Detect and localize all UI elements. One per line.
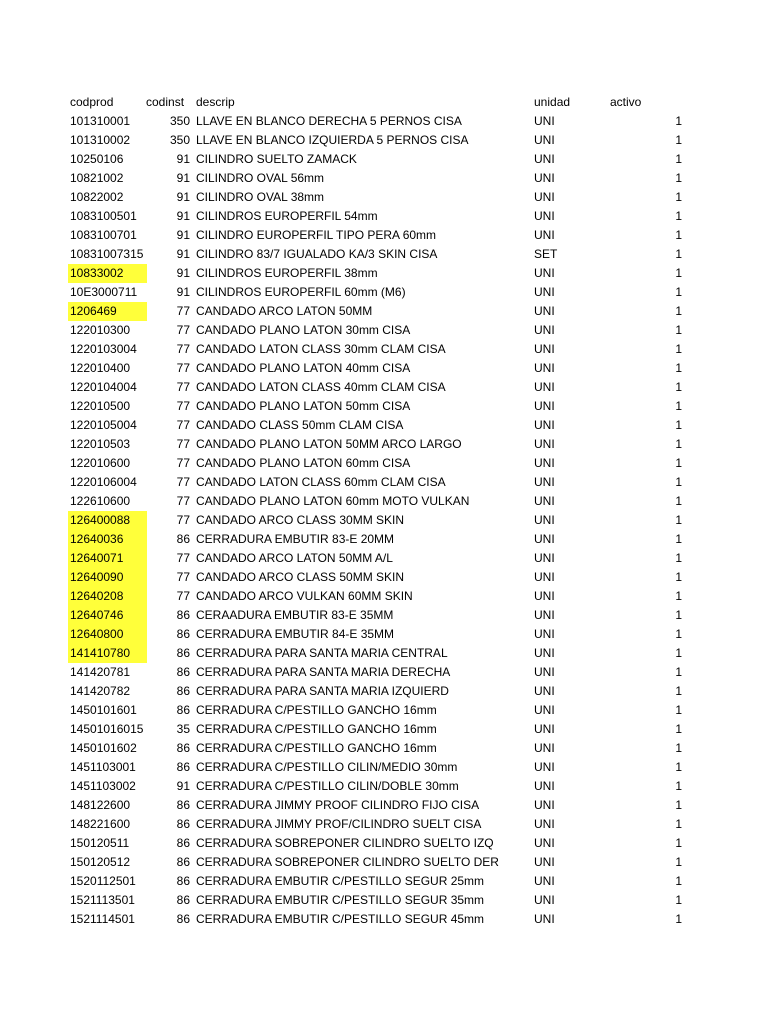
table-row [68, 473, 688, 492]
cell-codinst: 91 [176, 285, 190, 299]
cell-codinst: 77 [176, 304, 190, 318]
table-row [68, 777, 688, 796]
table-row [68, 815, 688, 834]
cell-activo: 1 [675, 798, 682, 812]
header-codinst: codinst [146, 95, 185, 109]
cell-codprod: 122010503 [70, 437, 131, 451]
cell-unidad: UNI [534, 798, 555, 812]
cell-descrip: CERRADURA EMBUTIR C/PESTILLO SEGUR 25mm [196, 874, 485, 888]
cell-unidad: UNI [534, 133, 555, 147]
cell-codinst: 86 [176, 684, 190, 698]
cell-codinst: 77 [176, 399, 190, 413]
cell-activo: 1 [675, 475, 682, 489]
table-row [68, 378, 688, 397]
cell-codinst: 77 [176, 456, 190, 470]
cell-codinst: 86 [176, 532, 190, 546]
cell-codinst: 77 [176, 551, 190, 565]
cell-activo: 1 [675, 133, 682, 147]
cell-descrip: CERRADURA EMBUTIR 83-E 20MM [196, 532, 395, 546]
cell-descrip: CANDADO PLANO LATON 60mm CISA [196, 456, 411, 470]
cell-activo: 1 [675, 703, 682, 717]
cell-codprod: 148221600 [70, 817, 131, 831]
cell-codprod: 150120512 [70, 855, 131, 869]
cell-activo: 1 [675, 912, 682, 926]
cell-descrip: CANDADO PLANO LATON 50MM ARCO LARGO [196, 437, 462, 451]
cell-unidad: UNI [534, 399, 555, 413]
cell-descrip: CILINDROS EUROPERFIL 54mm [196, 209, 378, 223]
cell-codprod: 1450101601 [70, 703, 137, 717]
cell-activo: 1 [675, 684, 682, 698]
cell-unidad: UNI [534, 342, 555, 356]
cell-unidad: UNI [534, 418, 555, 432]
cell-activo: 1 [675, 589, 682, 603]
cell-codprod: 148122600 [70, 798, 131, 812]
cell-descrip: CANDADO PLANO LATON 60mm MOTO VULKAN [196, 494, 470, 508]
cell-activo: 1 [675, 171, 682, 185]
cell-codprod: 14501016015 [70, 722, 144, 736]
cell-codinst: 86 [176, 893, 190, 907]
cell-unidad: UNI [534, 627, 555, 641]
header-codprod: codprod [70, 95, 114, 109]
cell-codprod: 12640071 [68, 549, 147, 568]
cell-descrip: CERRADURA PARA SANTA MARIA IZQUIERD [196, 684, 449, 698]
cell-descrip: CILINDRO 83/7 IGUALADO KA/3 SKIN CISA [196, 247, 438, 261]
cell-activo: 1 [675, 323, 682, 337]
cell-descrip: CANDADO LATON CLASS 40mm CLAM CISA [196, 380, 446, 394]
cell-codprod: 122010400 [70, 361, 131, 375]
cell-codinst: 77 [176, 475, 190, 489]
cell-codinst: 91 [176, 190, 190, 204]
cell-codprod: 12640746 [68, 606, 147, 625]
cell-unidad: UNI [534, 532, 555, 546]
table-row [68, 264, 688, 283]
table-row [68, 188, 688, 207]
cell-codprod: 141420781 [70, 665, 131, 679]
cell-unidad: UNI [534, 741, 555, 755]
cell-activo: 1 [675, 209, 682, 223]
cell-codinst: 91 [176, 171, 190, 185]
cell-unidad: UNI [534, 456, 555, 470]
cell-unidad: UNI [534, 171, 555, 185]
cell-descrip: CILINDRO OVAL 38mm [196, 190, 325, 204]
table-row [68, 568, 688, 587]
cell-descrip: CANDADO PLANO LATON 40mm CISA [196, 361, 411, 375]
cell-activo: 1 [675, 456, 682, 470]
cell-unidad: UNI [534, 494, 555, 508]
header-unidad: unidad [534, 95, 571, 109]
cell-codinst: 77 [176, 437, 190, 451]
table-row [68, 663, 688, 682]
cell-codprod: 122610600 [70, 494, 131, 508]
cell-activo: 1 [675, 361, 682, 375]
cell-unidad: UNI [534, 665, 555, 679]
cell-unidad: UNI [534, 779, 555, 793]
cell-unidad: UNI [534, 703, 555, 717]
cell-unidad: UNI [534, 380, 555, 394]
cell-codprod: 101310002 [70, 133, 131, 147]
cell-activo: 1 [675, 266, 682, 280]
cell-codinst: 77 [176, 342, 190, 356]
cell-descrip: CANDADO CLASS 50mm CLAM CISA [196, 418, 404, 432]
header-row [68, 93, 688, 112]
cell-unidad: UNI [534, 855, 555, 869]
cell-descrip: CERRADURA EMBUTIR C/PESTILLO SEGUR 35mm [196, 893, 485, 907]
cell-codprod: 1521113501 [70, 893, 135, 907]
cell-codinst: 91 [176, 228, 190, 242]
table-row [68, 321, 688, 340]
cell-descrip: CERAADURA EMBUTIR 83-E 35MM [196, 608, 394, 622]
table-row [68, 226, 688, 245]
cell-unidad: UNI [534, 114, 555, 128]
table-row [68, 587, 688, 606]
table-row [68, 910, 688, 929]
cell-activo: 1 [675, 893, 682, 907]
cell-activo: 1 [675, 437, 682, 451]
cell-activo: 1 [675, 722, 682, 736]
cell-codprod: 12640800 [68, 625, 147, 644]
cell-codinst: 86 [176, 836, 190, 850]
cell-unidad: UNI [534, 874, 555, 888]
cell-unidad: UNI [534, 589, 555, 603]
cell-descrip: CERRADURA EMBUTIR C/PESTILLO SEGUR 45mm [196, 912, 485, 926]
cell-codinst: 86 [176, 646, 190, 660]
table-row [68, 834, 688, 853]
table-row [68, 853, 688, 872]
table-row [68, 131, 688, 150]
cell-descrip: CERRADURA C/PESTILLO GANCHO 16mm [196, 703, 437, 717]
table-row [68, 530, 688, 549]
cell-unidad: UNI [534, 228, 555, 242]
cell-codinst: 91 [176, 152, 190, 166]
cell-activo: 1 [675, 228, 682, 242]
cell-codinst: 86 [176, 627, 190, 641]
table-row [68, 758, 688, 777]
table-row [68, 416, 688, 435]
cell-descrip: CANDADO ARCO CLASS 50MM SKIN [196, 570, 405, 584]
cell-codprod: 12640208 [68, 587, 147, 606]
table-row [68, 625, 688, 644]
cell-codprod: 1220103004 [70, 342, 137, 356]
cell-codprod: 1083100701 [70, 228, 137, 242]
cell-codinst: 86 [176, 760, 190, 774]
cell-codprod: 1521114501 [70, 912, 135, 926]
cell-activo: 1 [675, 665, 682, 679]
cell-unidad: UNI [534, 646, 555, 660]
cell-codinst: 91 [176, 266, 190, 280]
cell-codinst: 86 [176, 703, 190, 717]
cell-descrip: CANDADO ARCO LATON 50MM [196, 304, 373, 318]
cell-codprod: 1450101602 [70, 741, 137, 755]
cell-codprod: 10250106 [70, 152, 124, 166]
cell-activo: 1 [675, 304, 682, 318]
cell-descrip: CANDADO ARCO LATON 50MM A/L [196, 551, 393, 565]
cell-unidad: UNI [534, 760, 555, 774]
cell-unidad: UNI [534, 266, 555, 280]
cell-descrip: CERRADURA C/PESTILLO GANCHO 16mm [196, 722, 437, 736]
cell-unidad: UNI [534, 551, 555, 565]
cell-codinst: 86 [176, 608, 190, 622]
table-row [68, 872, 688, 891]
cell-codprod: 1220104004 [70, 380, 137, 394]
cell-codinst: 350 [169, 133, 190, 147]
cell-unidad: UNI [534, 361, 555, 375]
cell-codinst: 77 [176, 323, 190, 337]
cell-descrip: CERRADURA C/PESTILLO CILIN/MEDIO 30mm [196, 760, 458, 774]
table-row [68, 796, 688, 815]
cell-codinst: 77 [176, 570, 190, 584]
cell-codinst: 77 [176, 361, 190, 375]
cell-descrip: CERRADURA C/PESTILLO GANCHO 16mm [196, 741, 437, 755]
cell-codinst: 77 [176, 380, 190, 394]
cell-codinst: 350 [169, 114, 190, 128]
cell-unidad: UNI [534, 513, 555, 527]
cell-codprod: 12640036 [68, 530, 147, 549]
cell-codinst: 91 [176, 209, 190, 223]
cell-descrip: CERRADURA JIMMY PROOF CILINDRO FIJO CISA [196, 798, 480, 812]
cell-unidad: UNI [534, 304, 555, 318]
cell-descrip: CANDADO LATON CLASS 30mm CLAM CISA [196, 342, 446, 356]
cell-activo: 1 [675, 855, 682, 869]
cell-unidad: UNI [534, 437, 555, 451]
cell-descrip: CANDADO ARCO CLASS 30MM SKIN [196, 513, 405, 527]
cell-descrip: CERRADURA SOBREPONER CILINDRO SUELTO IZQ [196, 836, 494, 850]
table-row [68, 511, 688, 530]
cell-codinst: 86 [176, 912, 190, 926]
cell-unidad: UNI [534, 152, 555, 166]
cell-descrip: CILINDRO EUROPERFIL TIPO PERA 60mm [196, 228, 437, 242]
cell-codinst: 86 [176, 798, 190, 812]
cell-unidad: UNI [534, 209, 555, 223]
table-row [68, 207, 688, 226]
table-row [68, 454, 688, 473]
cell-descrip: CERRADURA C/PESTILLO CILIN/DOBLE 30mm [196, 779, 459, 793]
cell-codprod: 150120511 [70, 836, 130, 850]
table-row [68, 891, 688, 910]
cell-activo: 1 [675, 190, 682, 204]
cell-descrip: CANDADO PLANO LATON 50mm CISA [196, 399, 411, 413]
cell-activo: 1 [675, 741, 682, 755]
cell-activo: 1 [675, 836, 682, 850]
cell-activo: 1 [675, 551, 682, 565]
cell-activo: 1 [675, 646, 682, 660]
cell-unidad: SET [534, 247, 558, 261]
cell-unidad: UNI [534, 475, 555, 489]
cell-descrip: CILINDRO SUELTO ZAMACK [196, 152, 357, 166]
cell-unidad: UNI [534, 323, 555, 337]
cell-codprod: 101310001 [70, 114, 131, 128]
cell-codinst: 77 [176, 589, 190, 603]
table-row [68, 340, 688, 359]
cell-activo: 1 [675, 608, 682, 622]
cell-activo: 1 [675, 874, 682, 888]
cell-unidad: UNI [534, 285, 555, 299]
cell-activo: 1 [675, 494, 682, 508]
table-row [68, 112, 688, 131]
cell-codinst: 86 [176, 741, 190, 755]
cell-codinst: 77 [176, 513, 190, 527]
cell-codprod: 12640090 [68, 568, 147, 587]
cell-descrip: CERRADURA PARA SANTA MARIA DERECHA [196, 665, 451, 679]
table-row [68, 397, 688, 416]
cell-descrip: CILINDROS EUROPERFIL 60mm (M6) [196, 285, 406, 299]
cell-codprod: 1220106004 [70, 475, 137, 489]
cell-activo: 1 [675, 513, 682, 527]
table-row [68, 549, 688, 568]
cell-activo: 1 [675, 285, 682, 299]
cell-descrip: CANDADO PLANO LATON 30mm CISA [196, 323, 411, 337]
cell-codprod: 10833002 [68, 264, 147, 283]
header-descrip: descrip [196, 95, 235, 109]
cell-unidad: UNI [534, 608, 555, 622]
cell-activo: 1 [675, 817, 682, 831]
table-row [68, 302, 688, 321]
cell-activo: 1 [675, 779, 682, 793]
cell-activo: 1 [675, 342, 682, 356]
cell-codinst: 86 [176, 817, 190, 831]
cell-codinst: 77 [176, 494, 190, 508]
cell-codinst: 86 [176, 874, 190, 888]
table-row [68, 682, 688, 701]
cell-unidad: UNI [534, 836, 555, 850]
cell-codinst: 77 [176, 418, 190, 432]
cell-codprod: 10821002 [70, 171, 124, 185]
header-activo: activo [610, 95, 642, 109]
table-row [68, 283, 688, 302]
cell-codprod: 122010600 [70, 456, 131, 470]
table-row [68, 701, 688, 720]
cell-activo: 1 [675, 399, 682, 413]
cell-activo: 1 [675, 152, 682, 166]
cell-descrip: CERRADURA JIMMY PROF/CILINDRO SUELT CISA [196, 817, 482, 831]
cell-codinst: 86 [176, 855, 190, 869]
cell-unidad: UNI [534, 684, 555, 698]
table-row [68, 739, 688, 758]
cell-codinst: 91 [176, 247, 190, 261]
cell-unidad: UNI [534, 190, 555, 204]
cell-codprod: 1083100501 [70, 209, 137, 223]
cell-descrip: CERRADURA SOBREPONER CILINDRO SUELTO DER [196, 855, 499, 869]
cell-codprod: 10E3000711 [70, 285, 138, 299]
table-row [68, 492, 688, 511]
table-row [68, 644, 688, 663]
cell-activo: 1 [675, 247, 682, 261]
cell-codinst: 91 [176, 779, 190, 793]
cell-activo: 1 [675, 627, 682, 641]
cell-unidad: UNI [534, 570, 555, 584]
cell-activo: 1 [675, 760, 682, 774]
cell-unidad: UNI [534, 912, 555, 926]
cell-descrip: CANDADO ARCO VULKAN 60MM SKIN [196, 589, 413, 603]
cell-codprod: 141420782 [70, 684, 131, 698]
cell-activo: 1 [675, 570, 682, 584]
cell-descrip: CERRADURA EMBUTIR 84-E 35MM [196, 627, 395, 641]
table-row [68, 359, 688, 378]
cell-codprod: 1206469 [68, 302, 147, 321]
cell-unidad: UNI [534, 722, 555, 736]
cell-codinst: 35 [176, 722, 190, 736]
cell-codinst: 86 [176, 665, 190, 679]
table-row [68, 435, 688, 454]
cell-codprod: 1520112501 [70, 874, 136, 888]
cell-descrip: LLAVE EN BLANCO IZQUIERDA 5 PERNOS CISA [196, 133, 469, 147]
cell-activo: 1 [675, 418, 682, 432]
cell-codprod: 1220105004 [70, 418, 137, 432]
cell-codprod: 10831007315 [70, 247, 144, 261]
cell-activo: 1 [675, 380, 682, 394]
product-table [68, 93, 688, 929]
cell-descrip: LLAVE EN BLANCO DERECHA 5 PERNOS CISA [196, 114, 462, 128]
cell-codprod: 126400088 [68, 511, 147, 530]
table-row [68, 606, 688, 625]
table-body [68, 112, 688, 929]
table-row [68, 245, 688, 264]
cell-descrip: CANDADO LATON CLASS 60mm CLAM CISA [196, 475, 446, 489]
table-row [68, 150, 688, 169]
cell-descrip: CERRADURA PARA SANTA MARIA CENTRAL [196, 646, 448, 660]
table-row [68, 169, 688, 188]
cell-activo: 1 [675, 114, 682, 128]
cell-codprod: 10822002 [70, 190, 124, 204]
cell-unidad: UNI [534, 893, 555, 907]
table-row [68, 720, 688, 739]
cell-codprod: 122010300 [70, 323, 131, 337]
cell-codprod: 1451103002 [70, 779, 136, 793]
cell-codprod: 1451103001 [70, 760, 136, 774]
cell-descrip: CILINDROS EUROPERFIL 38mm [196, 266, 378, 280]
cell-codprod: 122010500 [70, 399, 131, 413]
cell-descrip: CILINDRO OVAL 56mm [196, 171, 325, 185]
cell-unidad: UNI [534, 817, 555, 831]
cell-activo: 1 [675, 532, 682, 546]
cell-codprod: 141410780 [68, 644, 147, 663]
